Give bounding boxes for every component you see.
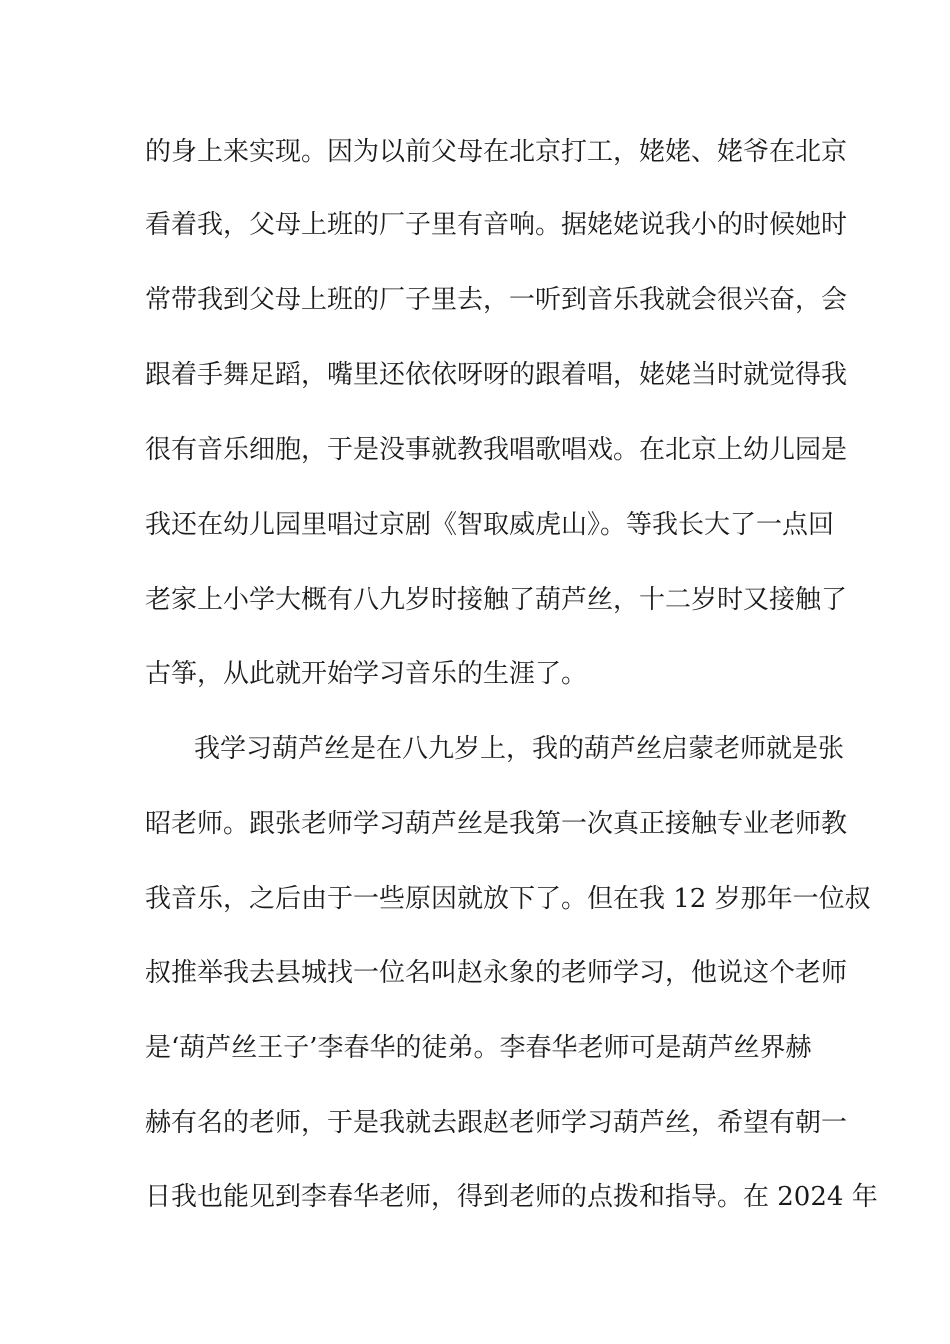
text-line: 的身上来实现。因为以前父母在北京打工，姥姥、姥爷在北京 bbox=[145, 137, 848, 167]
text-line: 叔推举我去县城找一位名叫赵永象的老师学习，他说这个老师 bbox=[145, 958, 848, 988]
text-line: 日我也能见到李春华老师，得到老师的点拨和指导。在 2024 年 bbox=[145, 1182, 878, 1212]
text-line: 赫有名的老师，于是我就去跟赵老师学习葫芦丝，希望有朝一 bbox=[145, 1108, 848, 1138]
text-line: 跟着手舞足蹈，嘴里还依依呀呀的跟着唱，姥姥当时就觉得我 bbox=[145, 360, 848, 390]
text-line: 老家上小学大概有八九岁时接触了葫芦丝，十二岁时又接触了 bbox=[145, 585, 848, 615]
text-line: 很有音乐细胞，于是没事就教我唱歌唱戏。在北京上幼儿园是 bbox=[145, 435, 848, 465]
text-line: 我还在幼儿园里唱过京剧《智取威虎山》。等我长大了一点回 bbox=[145, 510, 835, 540]
text-line: 古筝，从此就开始学习音乐的生涯了。 bbox=[145, 659, 588, 689]
text-line: 是‘葫芦丝王子’李春华的徒弟。李春华老师可是葫芦丝界赫 bbox=[145, 1033, 812, 1063]
text-line: 我学习葫芦丝是在八九岁上，我的葫芦丝启蒙老师就是张 bbox=[194, 734, 845, 764]
text-line: 常带我到父母上班的厂子里去，一听到音乐我就会很兴奋，会 bbox=[145, 285, 848, 315]
text-line: 看着我，父母上班的厂子里有音响。据姥姥说我小的时候她时 bbox=[145, 210, 848, 240]
text-line: 我音乐，之后由于一些原因就放下了。但在我 12 岁那年一位叔 bbox=[145, 884, 871, 914]
text-line: 昭老师。跟张老师学习葫芦丝是我第一次真正接触专业老师教 bbox=[145, 809, 848, 839]
